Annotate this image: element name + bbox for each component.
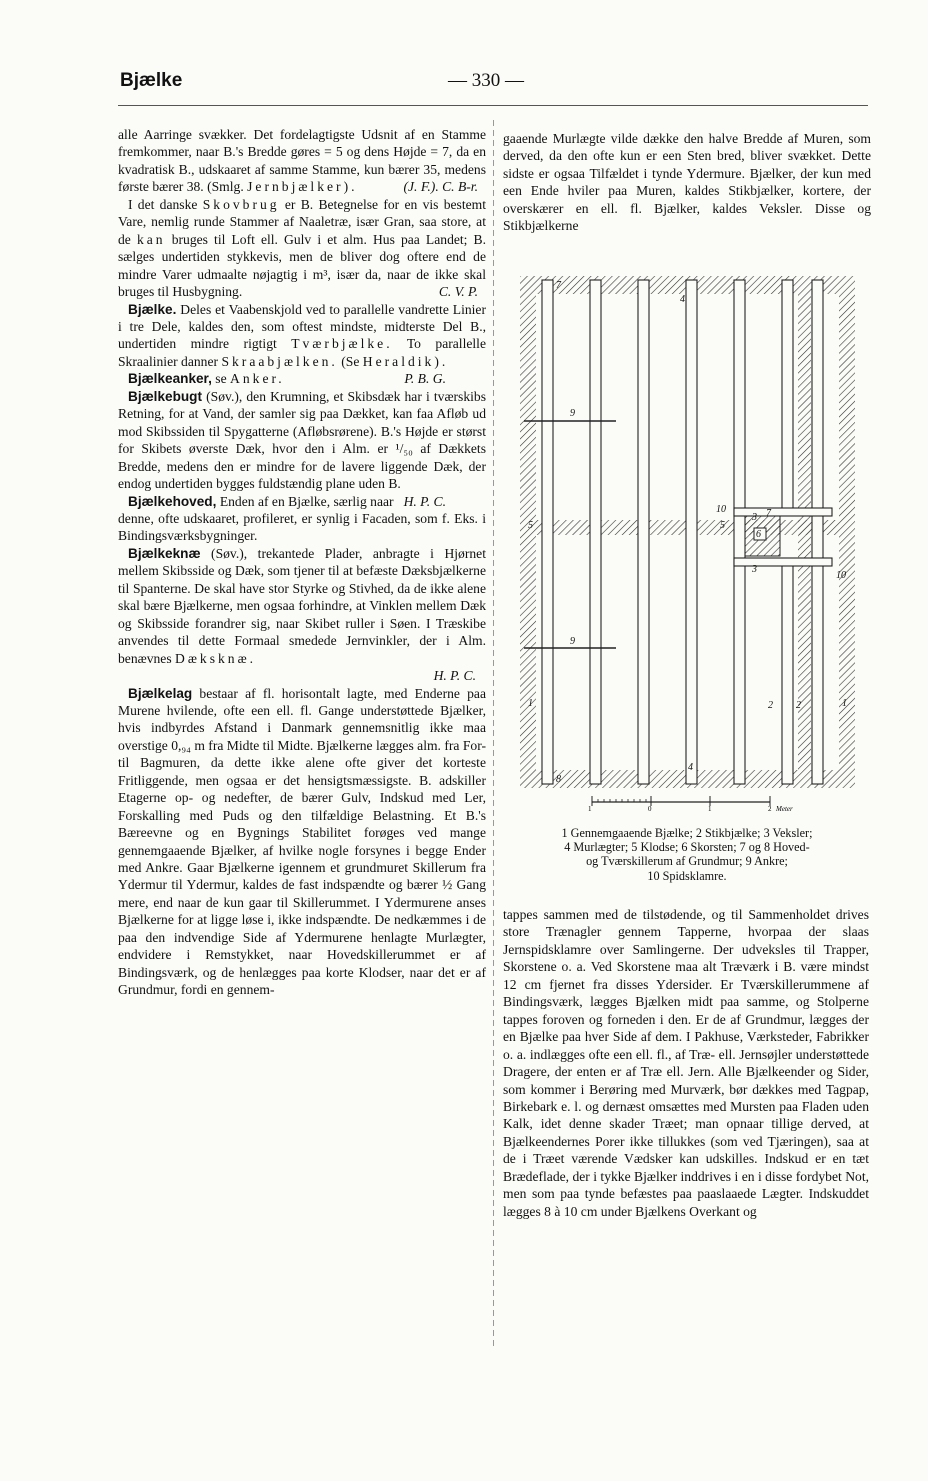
label-7: 7 [556,280,561,291]
text: (Søv.), trekantede Plader, anbragte i Hjørnet mellem Skibsside og Dæk, som tjener til at befæste Dæksbjælkerne til Spanterne. De skal have stor Styrke og Stivhed, da de ikke alene skal bære Bjælkerne, men ogsaa forhindre, at Vinklen mellem Dæk og Skibsside forandrer sig, naar Skibet ruller i Søen. I Træskibe anvendes til dette Formaal smedede Jernvinkler, der i Alm. benævnes [118,545,486,666]
label-1: 1 [528,698,533,709]
entry-bjaelkelag [118,685,486,999]
caption-line: og Tværskillerum af Grundmur; 9 Ankre; [586,854,788,869]
spaced-term: Anker. [230,371,285,387]
label-8: 8 [556,774,561,785]
entry-bjaelkeknae [118,545,486,685]
paragraph: gaaende Murlægte vilde dække den halve Bredde af Muren, som derved, da den ofte kun er een Sten bred, bliver svækket. Dette sidste er ogsaa Tilfældet i tynde Ydermure. Bjælker, der kun med een Ende hviler paa Muren, kaldes Stikbjælker, kortere, der overskærer en ell. fl. Bjælker, kaldes Veksler. Disse og Stikbjælkerne [503,131,871,234]
label-3: 3 [752,564,757,575]
trimmer [734,508,832,516]
label-5: 5 [720,520,725,531]
label-10: 10 [716,504,726,515]
label-2: 2 [768,700,773,711]
text: (Søv.), den Krumning, et Skibsdæk har i tværskibs Retning, for at Vand, der samler sig paa Dækket, kan faa Afløb ud mod Skibssiden til Spygatterne (Afløbsrørene). B.'s Højde er størst for Skibets øverste Dæk, hvor den i Alm. er ¹/₅₀ af Dækkets Bredde, medens den er mindre for de lavere liggende Dæk, der endog undertiden bygges fuldstændig plane uden B. [118,388,486,492]
paragraph: tappes sammen med de tilstødende, og til Sammenholdet drives store Trænagler gennem Tapperne, hvorpaa der slaas Jernspidsklamre over Samlingerne. Der udveksles til Trapper, Skorstene o. a. Ved Skorstene maa alt Træværk i B. være mindst 12 cm fjernet fra disses Ydersider. Er Tværskillerummene af Bindingsværk, lægges Bjælken midt paa samme, og Stolperne tappes foroven og forneden i den. Er de af Grundmur, lægges der en Bjælke paa hver Side af dem. I Pakhuse, Værksteder, Fabrikker o. a. indlægges ofte een ell. fl., af Træ- ell. Jernsøjler understøttede Dragere, der enten er af Træ ell. Jern. Alle Bjælkeender og Sider, som kommer i Berøring med Murværk, bør dækkes med Tagpap, Birkebark e. l. og dernæst omsættes med Mursten paa Fladen uden Kalk, idet denne skader Træet; man opnaar tillige derved, at Bjælkeendernes Porer ikke tillukkes (som ved Tjæringen), saa at de i Træet værende Vædsker kan udskilles. Indskud er en tæt Brædeflade, der i tykke Bjælker inddrives i en i disse fordybet Not, men som paa tynde befæstes paa paaslaaede Lægter. Indskuddet lægges 8 à 10 cm under Bjælkens Overkant og [503,907,869,1219]
beam [686,280,697,784]
beam [782,280,793,512]
entry-headword: Bjælkelag [128,685,193,701]
signature: C. V. P. [438,284,478,300]
column-divider [493,120,494,1350]
label-4: 4 [680,294,685,305]
text: er B. Betegnelse for en vis bestemt Vare, nemlig runde Stammer af Naaletræ, især Gran, saa store, at de [118,196,486,247]
caption-line: 1 Gennemgaaende Bjælke; 2 Stikbjælke; 3 Veksler; [561,826,813,840]
scale-label: 1 [588,805,592,811]
text: I det danske [128,196,198,212]
text: bestaar af fl. horisontalt lagte, med Enderne paa Murene hvilende, ofte een ell. fl. Gange understøttede Bjælker, hvis indbyrdes Afstand i Danmark gennemsnitlig ikke maa overstige 0,₉₄ m fra Midte til Midte. Bjælkerne lægges alm. fra For- til Bagmuren, da dette ikke alene ofte giver det korteste Fritliggende, men ogsaa er det hensigtsmæssigste. B. adskiller Etagerne op- og nedefter, de bærer Gulv, Indskud med Ler, Forskalling med Puds og den tilfældige Belastning. Et B.'s Bæreevne og en Bygnings Stabilitet forøges ved mange gennemgaaende Bjælker, af hvilke nogle forsynes i begge Ender med Ankre. Gaar Bjælkerne igennem et grundmuret Skillerum fra Ydermur til Ydermur, kaldes de fast indspændte og bærer ½ Gang mere, end naar de kun gaar til Skillerummet. I Ydermurene anses Bjælkerne for at ligge løse i, ikke indspændte. De nedkæmmes i de paa den indvendige Side af Ydermurene henlagte Murlægter, endvidere i Remstykket, naar Hovedskillerummet er af Bindingsværk, og de henlægges paa korte Klodser, naar det er af Grundmur, fordi en gennem- [118,685,486,998]
figure-caption [503,826,871,883]
cross-reference: Jernbjælker). [247,179,358,195]
label-2: 2 [796,700,801,711]
signature: (J. F.). C. B-r. [403,179,478,195]
text: Enden af en Bjælke, særlig naar denne, ofte udskaaret, profileret, er synlig i Facaden, som f. Eks. i Bindingsværksbygninger. [118,493,486,544]
beam [782,560,793,784]
entry-headword: Bjælkebugt [128,388,203,404]
text: alle Aarringe svækker. Det fordelagtigste Udsnit af en Stamme fremkommer, naar B.'s Bredde gøres = 5 og dens Højde = 7, da en kvadratisk B., udskaaret af samme Stamme, kun bærer 35, medens første bærer 38. (Smlg. [118,127,486,195]
right-column-top [503,130,871,235]
main-partition-wall [798,294,811,770]
signature: P. B. G. [404,371,446,387]
text: bruges til Loft ell. Gulv i et alm. Hus paa Landet; B. sælges undertiden stykkevis, men de bliver dog oftere end de mindre Varer udmaalte nøjagtig i m³, især da, naar de ikke skal bruges til Husbygning. [118,231,487,300]
spaced-term: Skraabjælken. [221,353,338,369]
label-4: 4 [688,762,693,773]
paragraph [118,126,486,196]
signature: H. P. C. [433,668,476,684]
beam [638,280,649,784]
label-9: 9 [570,636,575,647]
left-column [118,126,486,999]
scale-label: 0 [648,805,652,811]
label-9: 9 [570,408,575,419]
label-10: 10 [836,570,846,581]
label-6: 6 [756,529,761,540]
entry-headword: Bjælkeknæ [128,545,201,561]
spaced-term: Heraldik). [362,353,449,369]
trimmer [734,558,832,566]
spaced-term: Tværbjælke. [291,336,393,352]
right-column-bottom [503,906,869,1220]
entry-headword: Bjælkehoved, [128,493,217,509]
beam-layout-diagram [520,276,855,811]
label-7: 7 [766,508,771,519]
running-head: Bjælke [120,70,183,91]
signature: H. P. C. [403,493,446,509]
text: (Se [341,353,360,369]
scale-bar [588,796,793,811]
caption-line: 10 Spidsklamre. [647,868,727,883]
page-header [118,70,868,100]
beam [542,280,553,784]
scale-unit: Meter [776,805,793,811]
caption-line: 4 Murlægter; 5 Klodse; 6 Skorsten; 7 og 8 Hoved- [564,840,810,855]
spaced-term: Skovbrug [202,196,280,212]
spaced-term: kan [136,231,166,247]
label-3: 3 [752,512,757,523]
label-1: 1 [842,698,847,709]
text: Deles et Vaabenskjold ved to parallelle vandrette Linier i tre Dele, kaldes den, som oftest mindste, midterste Del B., undertiden mindre rigtigt [118,301,486,352]
entry-headword: Bjælkeanker, [128,371,212,387]
header-rule [118,105,868,106]
paragraph [118,196,486,301]
beam [812,280,823,784]
spaced-term: Dæksknæ. [175,650,257,666]
beam [590,280,601,784]
page-number: — 330 — [448,70,524,91]
scale-label: 1 [708,805,712,811]
text: To parallelle Skraalinier danner [118,336,486,369]
beam [734,280,745,784]
label-5: 5 [528,520,533,531]
text: se [215,371,227,387]
entry-headword: Bjælke. [128,301,177,317]
scale-label: 2 [768,805,772,811]
